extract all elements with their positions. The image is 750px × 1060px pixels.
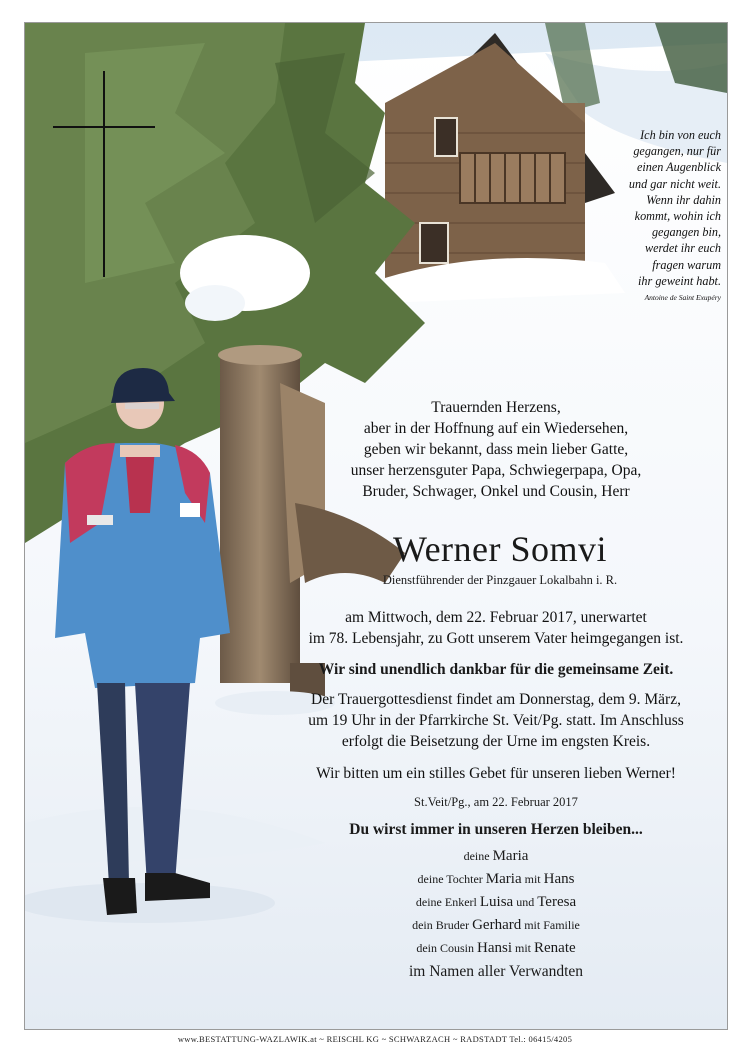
intro-line: geben wir bekannt, dass mein lieber Gatte,	[363, 441, 629, 458]
quote-line: gegangen bin,	[651, 225, 721, 240]
place-date: St.Veit/Pg., am 22. Februar 2017	[414, 795, 578, 809]
family-name: Teresa	[537, 894, 577, 910]
quote-line: kommt, wohin ich	[634, 209, 721, 224]
grateful-text: Wir sind unendlich dankbar für die gemeinsame Zeit.	[318, 661, 674, 678]
family-name: Maria	[492, 848, 529, 864]
deceased-title: Dienstführender der Pinzgauer Lokalbahn i. R.	[382, 573, 618, 587]
service-line: um 19 Uhr in der Pfarrkirche St. Veit/Pg. statt. Im Anschluss	[308, 712, 684, 729]
quote-line: und gar nicht weit.	[628, 176, 721, 191]
quote-line: einen Augenblick	[636, 160, 721, 175]
family-connector: mit	[512, 941, 535, 955]
family-name: Hans	[543, 871, 575, 887]
family-relation: dein Cousin	[416, 941, 477, 955]
family-connector: und	[513, 895, 538, 909]
intro-line: Trauernden Herzens,	[431, 399, 561, 416]
quote-line: werdet ihr euch	[644, 241, 721, 256]
quote-line: ihr geweint habt.	[638, 273, 721, 288]
service-line: erfolgt die Beisetzung der Urne im engsten Kreis.	[341, 733, 651, 750]
always-text: Du wirst immer in unseren Herzen bleiben...	[349, 821, 643, 838]
quote-line: Ich bin von euch	[640, 128, 721, 142]
family-connector: mit Familie	[521, 918, 580, 932]
family-row	[265, 845, 727, 868]
service-text	[265, 689, 727, 752]
deceased-name: Werner Somvi	[392, 529, 608, 569]
family-row	[265, 914, 727, 937]
death-line: im 78. Lebensjahr, zu Gott unserem Vater heimgegangen ist.	[308, 630, 684, 647]
family-relation: deine Tochter	[417, 872, 486, 886]
intro-line: Bruder, Schwager, Onkel und Cousin, Herr	[362, 483, 630, 500]
family-relation: deine Enkerl	[415, 895, 480, 909]
family-list	[265, 845, 727, 960]
family-name: Renate	[534, 940, 576, 956]
family-name: Hansi	[477, 940, 512, 956]
quote-author: Antoine de Saint Exupéry	[644, 293, 721, 303]
quote-line: gegangen, nur für	[633, 144, 721, 159]
intro-line: aber in der Hoffnung auf ein Wiedersehen,	[363, 420, 629, 437]
intro-line: unser herzensguter Papa, Schwiegerpapa, Opa,	[350, 462, 642, 479]
family-name: Luisa	[479, 894, 514, 910]
footer: www.BESTATTUNG-WAZLAWIK.at ~ REISCHL KG ~ SCHWARZACH ~ RADSTADT Tel.: 06415/4205	[177, 1034, 573, 1044]
family-name: Maria	[485, 871, 522, 887]
family-name: Gerhard	[472, 917, 522, 933]
quote-line: fragen warum	[652, 257, 721, 272]
closing-text: im Namen aller Verwandten	[408, 963, 584, 980]
intro-text	[265, 397, 727, 502]
family-row	[265, 891, 727, 914]
obituary-card	[24, 22, 728, 1030]
quote	[561, 127, 721, 303]
prayer-text: Wir bitten um ein stilles Gebet für unseren lieben Werner!	[316, 765, 676, 782]
quote-line: Wenn ihr dahin	[646, 192, 721, 207]
service-line: Der Trauergottesdienst findet am Donnerstag, dem 9. März,	[311, 691, 681, 708]
family-relation: dein Bruder	[412, 918, 473, 932]
family-connector: mit	[521, 872, 544, 886]
death-text	[265, 607, 727, 649]
family-relation: deine	[463, 849, 493, 863]
family-row	[265, 937, 727, 960]
death-line: am Mittwoch, dem 22. Februar 2017, unerwartet	[345, 609, 647, 626]
family-row	[265, 868, 727, 891]
